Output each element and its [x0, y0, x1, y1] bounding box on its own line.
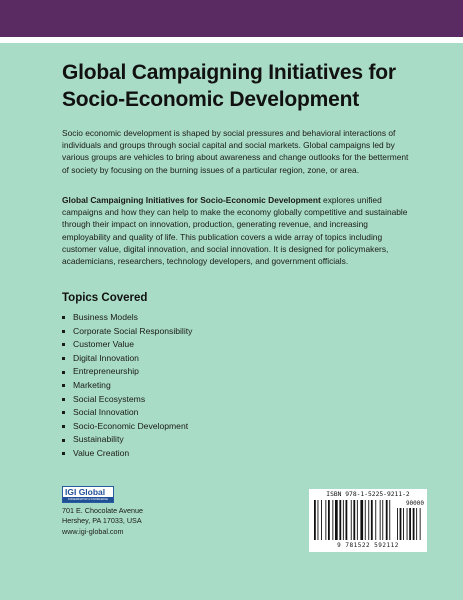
- address-city: Hershey, PA 17033, USA: [62, 516, 142, 526]
- topic-item: [62, 352, 192, 366]
- topic-label: Corporate Social Responsibility: [73, 325, 193, 336]
- topic-label: Value Creation: [73, 447, 130, 458]
- topic-item: [62, 420, 192, 434]
- topics-list: [62, 311, 192, 461]
- publisher-logo-tagline: DISSEMINATOR of KNOWLEDGE: [63, 497, 113, 502]
- barcode-addon-bar: [416, 508, 417, 540]
- bullet-icon: [62, 425, 65, 428]
- bullet-icon: [62, 371, 65, 374]
- barcode-bar: [321, 500, 322, 540]
- barcode-bar: [325, 500, 326, 540]
- barcode-bar: [368, 500, 369, 540]
- topic-item: [62, 433, 192, 447]
- topic-item: [62, 338, 192, 352]
- topic-label: Sustainability: [73, 434, 124, 445]
- bullet-icon: [62, 316, 65, 319]
- barcode-bar: [314, 500, 316, 540]
- barcode-bar: [339, 500, 341, 540]
- description-paragraph-2-text: explores unified campaigns and how they can help to make the economy globally competitive and sustainable through their impact on innovation, production, generating revenue, and increasing employability and quality of life. This publication covers a wide array of topics including customer value, digital innovation, and social innovation. It is designed for policymakers, academicians, researchers, technology developers, and government officials.: [62, 195, 408, 267]
- publisher-address: [62, 506, 143, 537]
- barcode-addon: 90000: [405, 500, 424, 507]
- description-paragraph-1: Socio economic development is shaped by social pressures and behavioral interactions of individuals and groups through social capital and social markets. Global campaigns led by various groups are vehicles to bring about awareness and change outlooks for the betterment of society by focusing on the burning issues of a particular region, zone, or area.: [62, 128, 409, 175]
- barcode-bar: [357, 500, 358, 540]
- publisher-logo: [62, 486, 114, 503]
- book-title-line1: Global Campaigning Initiatives for: [62, 61, 396, 84]
- barcode-box: [309, 489, 427, 552]
- bullet-icon: [62, 439, 65, 442]
- barcode-bar: [360, 500, 363, 540]
- barcode-addon-bar: [409, 508, 411, 540]
- topic-label: Socio-Economic Development: [73, 420, 189, 431]
- barcode-bar: [332, 500, 333, 540]
- barcode-bar: [375, 500, 376, 540]
- bullet-icon: [62, 411, 65, 414]
- barcode-bar: [365, 500, 366, 540]
- topic-label: Social Innovation: [73, 407, 139, 418]
- topic-item: [62, 311, 192, 325]
- barcode-addon-bar: [407, 508, 408, 540]
- barcode-digits: 9 781522 592112: [337, 542, 399, 549]
- barcode-addon-bar: [413, 508, 415, 540]
- topic-item: [62, 447, 192, 461]
- topic-label: Social Ecosystems: [73, 393, 146, 404]
- topic-label: Marketing: [73, 379, 111, 390]
- topic-item: [62, 406, 192, 420]
- barcode-addon-bar: [400, 508, 402, 540]
- topic-label: Business Models: [73, 312, 138, 322]
- barcode-bar: [335, 500, 338, 540]
- topic-label: Digital Innovation: [73, 352, 139, 363]
- bullet-icon: [62, 452, 65, 455]
- description-title-bold: Global Campaigning Initiatives for Socio-Economic Development: [62, 195, 321, 205]
- barcode-bar: [353, 500, 355, 540]
- top-color-band: [0, 0, 463, 37]
- isbn-label: ISBN 978-1-5225-9211-2: [326, 491, 410, 498]
- barcode-bar: [382, 500, 383, 540]
- barcode-bar: [351, 500, 352, 540]
- bullet-icon: [62, 384, 65, 387]
- barcode-bar: [380, 500, 381, 540]
- bullet-icon: [62, 357, 65, 360]
- topic-label: Customer Value: [73, 339, 134, 350]
- book-title-line2: Socio-Economic Development: [62, 88, 360, 111]
- barcode-addon-bar: [420, 508, 421, 540]
- topic-item: [62, 325, 192, 339]
- topic-item: [62, 379, 192, 393]
- barcode-bar: [343, 500, 344, 540]
- bullet-icon: [62, 330, 65, 333]
- publisher-logo-text: IGI Global: [65, 487, 106, 497]
- topics-heading: Topics Covered: [62, 292, 148, 304]
- bullet-icon: [62, 398, 65, 401]
- barcode-bar: [371, 500, 373, 540]
- barcode-bar: [386, 500, 388, 540]
- book-title: [62, 59, 422, 113]
- address-street: 701 E. Chocolate Avenue: [62, 506, 143, 515]
- barcode-bar: [346, 500, 348, 540]
- topic-item: [62, 393, 192, 407]
- barcode-addon-bar: [403, 508, 404, 540]
- bullet-icon: [62, 343, 65, 346]
- barcode-bar: [328, 500, 330, 540]
- barcode-bar: [389, 500, 390, 540]
- topic-item: [62, 365, 192, 379]
- barcode-bar: [318, 500, 319, 540]
- topic-label: Entrepreneurship: [73, 366, 139, 377]
- description-paragraph-2: [62, 194, 414, 267]
- publisher-website: www.igi-global.com: [62, 526, 124, 536]
- barcode-addon-bar: [397, 508, 398, 540]
